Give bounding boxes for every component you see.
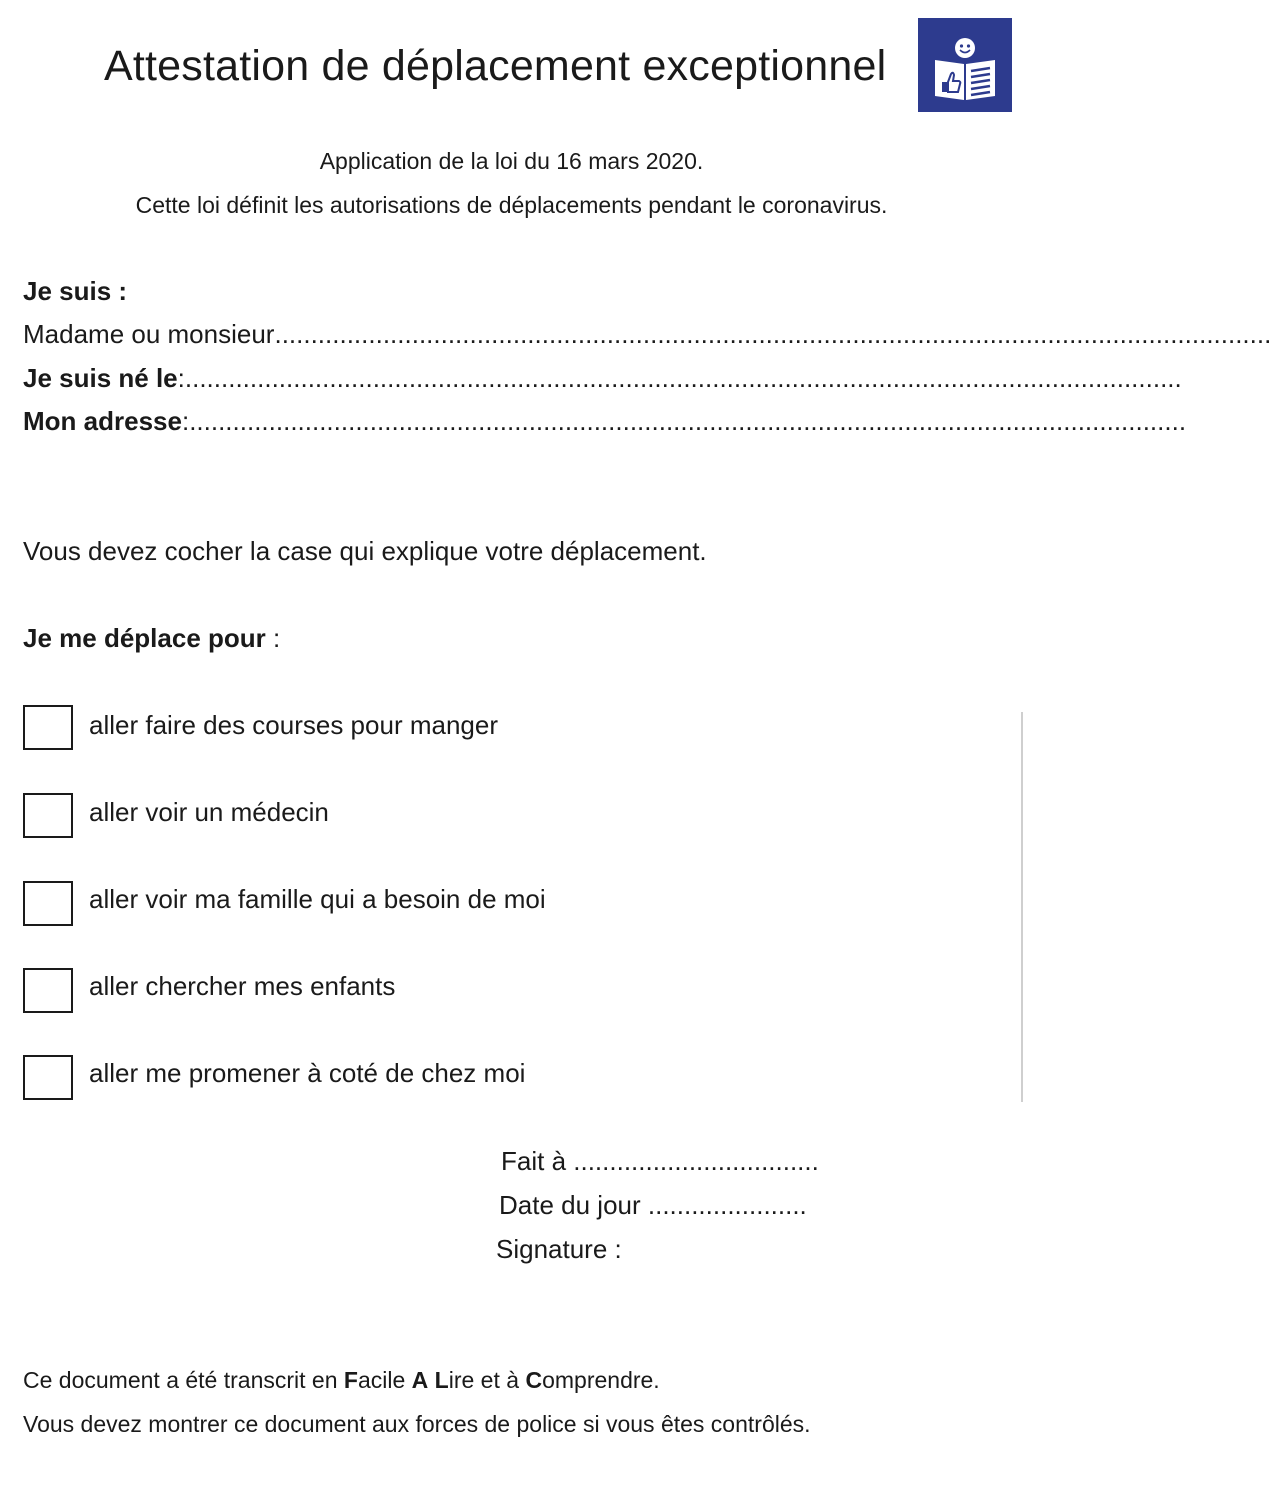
option-label-enfants: aller chercher mes enfants <box>89 971 396 1001</box>
checkbox-enfants[interactable] <box>23 968 73 1013</box>
footer-line-1 <box>23 1367 660 1394</box>
footer-text-i: omprendre. <box>542 1367 660 1393</box>
instruction-text: Vous devez cocher la case qui explique votre déplacement. <box>23 536 707 566</box>
footer-letter-c: C <box>525 1367 543 1393</box>
name-dots: .......................................................................................................................................... <box>274 319 1271 349</box>
option-label-medecin: aller voir un médecin <box>89 797 329 827</box>
easy-to-read-icon <box>918 18 1012 112</box>
name-label: Madame ou monsieur <box>23 319 275 349</box>
identity-heading: Je suis : <box>23 276 128 306</box>
place-field[interactable]: Fait à .................................. <box>501 1146 819 1176</box>
footer-text-a: Ce document a été transcrit en <box>23 1367 344 1393</box>
address-separator: : <box>181 406 190 436</box>
checkbox-famille[interactable] <box>23 881 73 926</box>
footer-text-g: ire et à <box>448 1367 526 1393</box>
page-title: Attestation de déplacement exceptionnel <box>104 42 887 90</box>
checkbox-promenade[interactable] <box>23 1055 73 1100</box>
address-field[interactable] <box>23 406 1187 437</box>
reasons-heading-colon: : <box>265 623 281 653</box>
birth-label: Je suis né le <box>23 363 178 393</box>
intro-line-1: Application de la loi du 16 mars 2020. <box>319 148 704 174</box>
page-edge-divider <box>1021 712 1023 1102</box>
footer-letter-l: L <box>434 1367 449 1393</box>
checkbox-medecin[interactable] <box>23 793 73 838</box>
birth-dots: .......................................................................................................................................... <box>184 363 1182 393</box>
option-label-promenade: aller me promener à coté de chez moi <box>89 1058 526 1088</box>
name-field[interactable] <box>23 319 1271 350</box>
date-field[interactable]: Date du jour ...................... <box>499 1190 807 1220</box>
footer-text-c: acile <box>357 1367 412 1393</box>
footer-letter-a: A <box>411 1367 429 1393</box>
option-label-courses: aller faire des courses pour manger <box>89 710 498 740</box>
reasons-heading <box>23 623 280 654</box>
option-label-famille: aller voir ma famille qui a besoin de moi <box>89 884 546 914</box>
address-dots: .......................................................................................................................................... <box>189 406 1187 436</box>
birth-separator: : <box>177 363 185 393</box>
address-label: Mon adresse <box>23 406 182 436</box>
footer-line-2: Vous devez montrer ce document aux forces de police si vous êtes contrôlés. <box>23 1411 811 1437</box>
footer-letter-f: F <box>343 1367 358 1393</box>
birth-date-field[interactable] <box>23 363 1182 394</box>
intro-line-2: Cette loi définit les autorisations de déplacements pendant le coronavirus. <box>135 192 888 218</box>
signature-label: Signature : <box>496 1234 622 1264</box>
reasons-heading-label: Je me déplace pour <box>23 623 266 653</box>
checkbox-courses[interactable] <box>23 705 73 750</box>
